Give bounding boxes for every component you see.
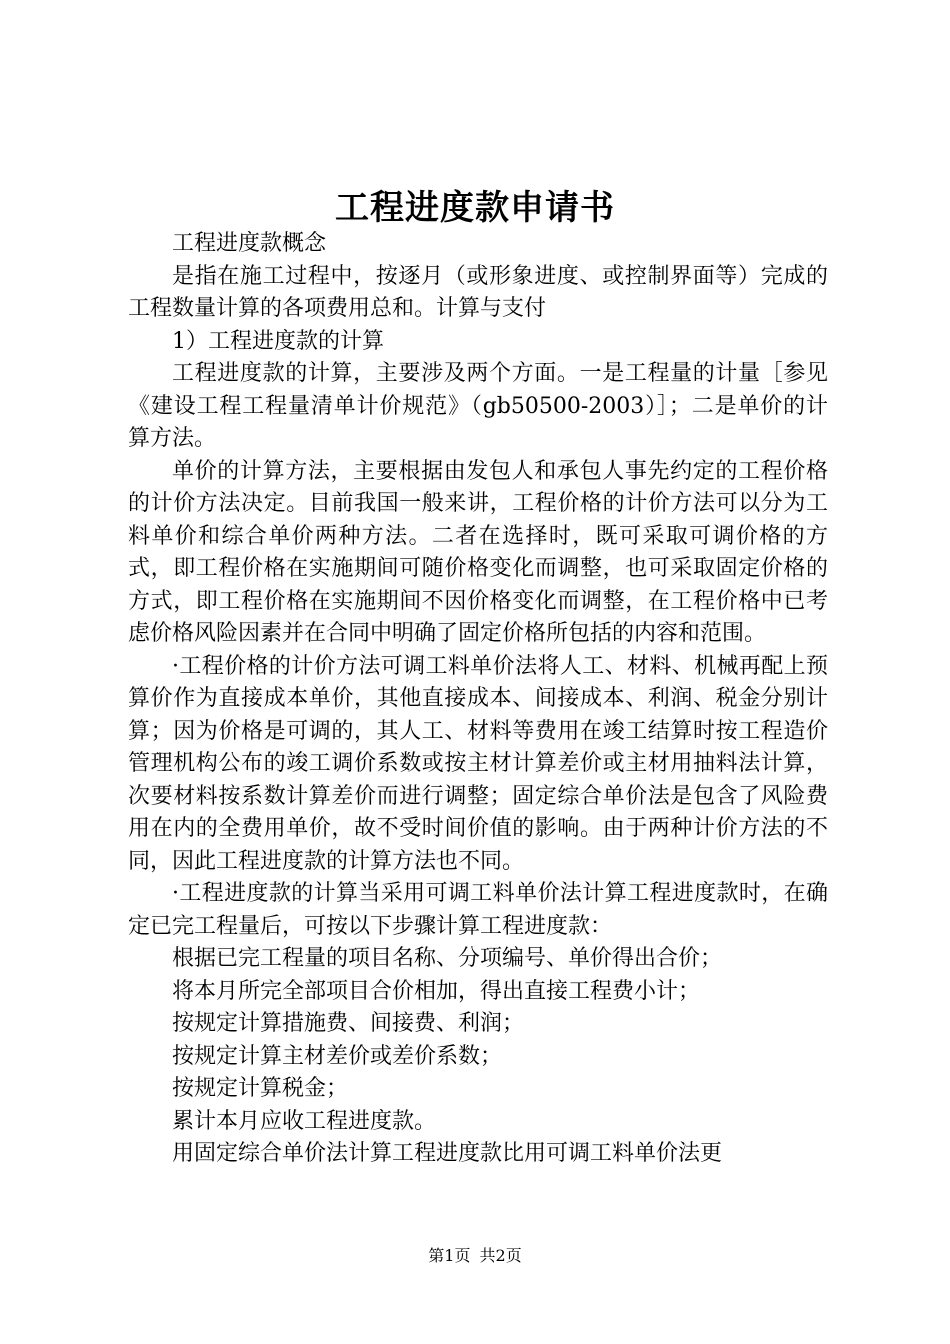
paragraph: 单价的计算方法，主要根据由发包人和承包人事先约定的工程价格的计价方法决定。目前我国一般来讲，工程价格的计价方法可以分为工料单价和综合单价两种方法。二者在选择时，既可采取可调价格的方式，即工程价格在实施期间可随价格变化而调整，也可采取固定价格的方式，即工程价格在实施期间不因价格变化而调整，在工程价格中已考虑价格风险因素并在合同中明确了固定价格所包括的内容和范围。 bbox=[128, 458, 828, 646]
document-title: 工程进度款申请书 bbox=[335, 188, 615, 228]
paragraph: 按规定计算主材差价或差价系数； bbox=[172, 1043, 503, 1069]
paragraph: ·工程价格的计价方法可调工料单价法将人工、材料、机械再配上预算价作为直接成本单价，其他直接成本、间接成本、利润、税金分别计算；因为价格是可调的，其人工、材料等费用在竣工结算时按工程造价管理机构公布的竣工调价系数或按主材计算差价或主材用抽料法计算，次要材料按系数计算差价而进行调整；固定综合单价法是包含了风险费用在内的全费用单价，故不受时间价值的影响。由于两种计价方法的不同，因此工程进度款的计算方法也不同。 bbox=[128, 653, 828, 874]
paragraph: 按规定计算税金； bbox=[172, 1076, 349, 1101]
document-body bbox=[128, 228, 828, 1171]
paragraph: 累计本月应收工程进度款。 bbox=[172, 1108, 437, 1134]
page-footer: 第1页 共2页 bbox=[428, 1246, 522, 1265]
paragraph: 用固定综合单价法计算工程进度款比用可调工料单价法更 bbox=[172, 1141, 723, 1166]
paragraph: 是指在施工过程中，按逐月（或形象进度、或控制界面等）完成的工程数量计算的各项费用总和。计算与支付 bbox=[128, 263, 828, 321]
paragraph: 工程进度款概念 bbox=[172, 231, 327, 256]
paragraph: 工程进度款的计算，主要涉及两个方面。一是工程量的计量［参见《建设工程工程量清单计价规范》（gb50500-2003）］；二是单价的计算方法。 bbox=[128, 361, 828, 451]
paragraph: ·工程进度款的计算当采用可调工料单价法计算工程进度款时，在确定已完工程量后，可按以下步骤计算工程进度款： bbox=[128, 881, 828, 939]
paragraph: 1）工程进度款的计算 bbox=[172, 328, 384, 354]
paragraph: 按规定计算措施费、间接费、利润； bbox=[172, 1011, 525, 1036]
paragraph: 根据已完工程量的项目名称、分项编号、单价得出合价； bbox=[172, 946, 723, 971]
paragraph: 将本月所完全部项目合价相加，得出直接工程费小计； bbox=[172, 978, 701, 1004]
